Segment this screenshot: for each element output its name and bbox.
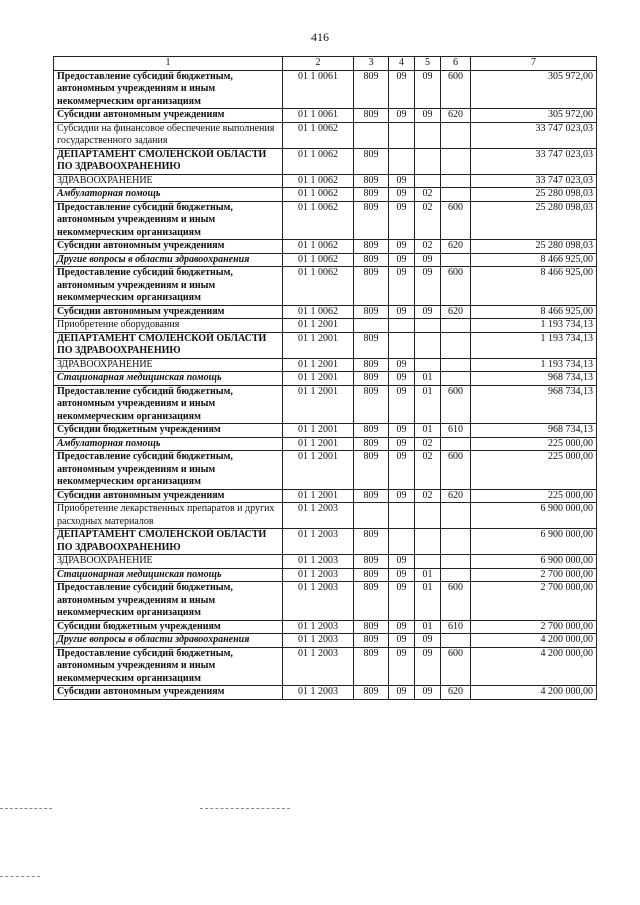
- expense-type-cell: [441, 148, 471, 174]
- section-cell: [389, 529, 415, 555]
- description-cell: Субсидии бюджетным учреждениям: [54, 424, 283, 438]
- subsection-cell: 02: [415, 437, 441, 451]
- header-col-7: 7: [471, 57, 597, 71]
- subsection-cell: 01: [415, 582, 441, 621]
- amount-cell: 6 900 000,00: [471, 555, 597, 569]
- expense-type-cell: [441, 319, 471, 333]
- target-article-cell: 01 1 0062: [283, 201, 354, 240]
- subsection-cell: 01: [415, 568, 441, 582]
- page-number: 416: [311, 30, 329, 44]
- table-row: [54, 437, 597, 451]
- subsection-cell: [415, 358, 441, 372]
- table-row: [54, 634, 597, 648]
- target-article-cell: 01 1 0061: [283, 109, 354, 123]
- amount-cell: 4 200 000,00: [471, 634, 597, 648]
- scan-artifact-line: [200, 808, 290, 809]
- target-article-cell: 01 1 2001: [283, 424, 354, 438]
- target-article-cell: 01 1 2003: [283, 503, 354, 529]
- section-cell: 09: [389, 451, 415, 490]
- amount-cell: 225 000,00: [471, 437, 597, 451]
- expense-type-cell: [441, 634, 471, 648]
- subsection-cell: 02: [415, 489, 441, 503]
- target-article-cell: 01 1 0062: [283, 305, 354, 319]
- ministry-code-cell: 809: [354, 489, 389, 503]
- amount-cell: 6 900 000,00: [471, 503, 597, 529]
- target-article-cell: 01 1 2001: [283, 319, 354, 333]
- ministry-code-cell: 809: [354, 332, 389, 358]
- target-article-cell: 01 1 2001: [283, 332, 354, 358]
- header-col-4: 4: [389, 57, 415, 71]
- section-cell: 09: [389, 647, 415, 686]
- ministry-code-cell: 809: [354, 582, 389, 621]
- expense-type-cell: [441, 372, 471, 386]
- table-row: [54, 332, 597, 358]
- table-row: [54, 568, 597, 582]
- table-row: [54, 305, 597, 319]
- subsection-cell: 02: [415, 240, 441, 254]
- description-cell: Стационарная медицинская помощь: [54, 372, 283, 386]
- amount-cell: 2 700 000,00: [471, 620, 597, 634]
- expense-type-cell: 620: [441, 305, 471, 319]
- target-article-cell: 01 1 2003: [283, 529, 354, 555]
- table-row: [54, 109, 597, 123]
- section-cell: [389, 319, 415, 333]
- amount-cell: 25 280 098,03: [471, 240, 597, 254]
- ministry-code-cell: 809: [354, 568, 389, 582]
- section-cell: 09: [389, 385, 415, 424]
- expense-type-cell: [441, 174, 471, 188]
- description-cell: ЗДРАВООХРАНЕНИЕ: [54, 358, 283, 372]
- section-cell: [389, 148, 415, 174]
- header-col-5: 5: [415, 57, 441, 71]
- subsection-cell: 01: [415, 424, 441, 438]
- description-cell: Стационарная медицинская помощь: [54, 568, 283, 582]
- description-cell: ДЕПАРТАМЕНТ СМОЛЕНСКОЙ ОБЛАСТИ ПО ЗДРАВООХРАНЕНИЮ: [54, 148, 283, 174]
- subsection-cell: 09: [415, 267, 441, 306]
- subsection-cell: [415, 174, 441, 188]
- description-cell: ДЕПАРТАМЕНТ СМОЛЕНСКОЙ ОБЛАСТИ ПО ЗДРАВООХРАНЕНИЮ: [54, 332, 283, 358]
- table-row: [54, 503, 597, 529]
- ministry-code-cell: 809: [354, 451, 389, 490]
- header-col-6: 6: [441, 57, 471, 71]
- section-cell: 09: [389, 305, 415, 319]
- section-cell: 09: [389, 267, 415, 306]
- target-article-cell: 01 1 2003: [283, 686, 354, 700]
- table-row: [54, 188, 597, 202]
- description-cell: Приобретение лекарственных препаратов и других расходных материалов: [54, 503, 283, 529]
- description-cell: Субсидии бюджетным учреждениям: [54, 620, 283, 634]
- expense-type-cell: [441, 358, 471, 372]
- ministry-code-cell: [354, 122, 389, 148]
- amount-cell: 305 972,00: [471, 70, 597, 109]
- target-article-cell: 01 1 0062: [283, 240, 354, 254]
- header-col-3: 3: [354, 57, 389, 71]
- subsection-cell: 01: [415, 385, 441, 424]
- target-article-cell: 01 1 0062: [283, 267, 354, 306]
- amount-cell: 8 466 925,00: [471, 305, 597, 319]
- subsection-cell: 01: [415, 372, 441, 386]
- expense-type-cell: [441, 503, 471, 529]
- subsection-cell: [415, 332, 441, 358]
- section-cell: 09: [389, 372, 415, 386]
- ministry-code-cell: 809: [354, 305, 389, 319]
- table-row: [54, 489, 597, 503]
- ministry-code-cell: 809: [354, 686, 389, 700]
- amount-cell: 8 466 925,00: [471, 253, 597, 267]
- expense-type-cell: [441, 568, 471, 582]
- table-row: [54, 253, 597, 267]
- subsection-cell: 02: [415, 201, 441, 240]
- section-cell: 09: [389, 174, 415, 188]
- ministry-code-cell: 809: [354, 188, 389, 202]
- target-article-cell: 01 1 2003: [283, 555, 354, 569]
- table-row: [54, 70, 597, 109]
- section-cell: 09: [389, 555, 415, 569]
- description-cell: Субсидии автономным учреждениям: [54, 686, 283, 700]
- amount-cell: 1 193 734,13: [471, 332, 597, 358]
- table-row: [54, 529, 597, 555]
- target-article-cell: 01 1 2001: [283, 385, 354, 424]
- description-cell: ЗДРАВООХРАНЕНИЕ: [54, 174, 283, 188]
- ministry-code-cell: 809: [354, 647, 389, 686]
- section-cell: 09: [389, 437, 415, 451]
- expense-type-cell: 620: [441, 109, 471, 123]
- section-cell: [389, 332, 415, 358]
- table-row: [54, 372, 597, 386]
- description-cell: Субсидии на финансовое обеспечение выполнения государственного задания: [54, 122, 283, 148]
- target-article-cell: 01 1 2001: [283, 372, 354, 386]
- ministry-code-cell: 809: [354, 174, 389, 188]
- ministry-code-cell: [354, 503, 389, 529]
- section-cell: 09: [389, 620, 415, 634]
- table-row: [54, 122, 597, 148]
- section-cell: 09: [389, 358, 415, 372]
- subsection-cell: 09: [415, 305, 441, 319]
- table-row: [54, 201, 597, 240]
- amount-cell: 4 200 000,00: [471, 647, 597, 686]
- amount-cell: 4 200 000,00: [471, 686, 597, 700]
- expense-type-cell: [441, 529, 471, 555]
- ministry-code-cell: 809: [354, 358, 389, 372]
- expense-type-cell: 600: [441, 267, 471, 306]
- amount-cell: 968 734,13: [471, 424, 597, 438]
- subsection-cell: [415, 555, 441, 569]
- expense-type-cell: 600: [441, 451, 471, 490]
- target-article-cell: 01 1 0062: [283, 148, 354, 174]
- section-cell: [389, 503, 415, 529]
- ministry-code-cell: 809: [354, 70, 389, 109]
- section-cell: 09: [389, 568, 415, 582]
- amount-cell: 225 000,00: [471, 451, 597, 490]
- amount-cell: 968 734,13: [471, 372, 597, 386]
- ministry-code-cell: 809: [354, 620, 389, 634]
- amount-cell: 305 972,00: [471, 109, 597, 123]
- amount-cell: 968 734,13: [471, 385, 597, 424]
- description-cell: Субсидии автономным учреждениям: [54, 240, 283, 254]
- header-col-1: 1: [54, 57, 283, 71]
- ministry-code-cell: 809: [354, 529, 389, 555]
- amount-cell: 33 747 023,03: [471, 122, 597, 148]
- target-article-cell: 01 1 2003: [283, 620, 354, 634]
- expense-type-cell: 600: [441, 201, 471, 240]
- ministry-code-cell: 809: [354, 267, 389, 306]
- target-article-cell: 01 1 2001: [283, 437, 354, 451]
- target-article-cell: 01 1 2003: [283, 568, 354, 582]
- table-row: [54, 319, 597, 333]
- amount-cell: 8 466 925,00: [471, 267, 597, 306]
- amount-cell: 33 747 023,03: [471, 174, 597, 188]
- expense-type-cell: 610: [441, 620, 471, 634]
- target-article-cell: 01 1 0062: [283, 253, 354, 267]
- table-row: [54, 451, 597, 490]
- target-article-cell: 01 1 2001: [283, 489, 354, 503]
- target-article-cell: 01 1 0062: [283, 188, 354, 202]
- table-row: [54, 647, 597, 686]
- subsection-cell: 02: [415, 451, 441, 490]
- expense-type-cell: 620: [441, 686, 471, 700]
- subsection-cell: 09: [415, 647, 441, 686]
- header-col-2: 2: [283, 57, 354, 71]
- table-row: [54, 686, 597, 700]
- scan-artifact-line: [0, 808, 52, 809]
- expense-type-cell: [441, 437, 471, 451]
- table-row: [54, 267, 597, 306]
- subsection-cell: 09: [415, 70, 441, 109]
- amount-cell: 25 280 098,03: [471, 188, 597, 202]
- table-row: [54, 148, 597, 174]
- description-cell: Субсидии автономным учреждениям: [54, 109, 283, 123]
- description-cell: Предоставление субсидий бюджетным, автономным учреждениям и иным некоммерческим организациям: [54, 385, 283, 424]
- expense-type-cell: 600: [441, 385, 471, 424]
- subsection-cell: 09: [415, 686, 441, 700]
- ministry-code-cell: 809: [354, 424, 389, 438]
- expense-type-cell: [441, 253, 471, 267]
- target-article-cell: 01 1 2001: [283, 358, 354, 372]
- table-row: [54, 240, 597, 254]
- section-cell: 09: [389, 582, 415, 621]
- expense-type-cell: 600: [441, 647, 471, 686]
- ministry-code-cell: 809: [354, 437, 389, 451]
- table-row: [54, 582, 597, 621]
- table-header-row: [54, 57, 597, 71]
- ministry-code-cell: 809: [354, 555, 389, 569]
- description-cell: Предоставление субсидий бюджетным, автономным учреждениям и иным некоммерческим организациям: [54, 582, 283, 621]
- section-cell: 09: [389, 489, 415, 503]
- section-cell: [389, 122, 415, 148]
- description-cell: Предоставление субсидий бюджетным, автономным учреждениям и иным некоммерческим организациям: [54, 201, 283, 240]
- ministry-code-cell: [354, 319, 389, 333]
- description-cell: Предоставление субсидий бюджетным, автономным учреждениям и иным некоммерческим организациям: [54, 451, 283, 490]
- amount-cell: 1 193 734,13: [471, 358, 597, 372]
- target-article-cell: 01 1 2003: [283, 582, 354, 621]
- expense-type-cell: 600: [441, 582, 471, 621]
- subsection-cell: [415, 148, 441, 174]
- section-cell: 09: [389, 686, 415, 700]
- amount-cell: 6 900 000,00: [471, 529, 597, 555]
- description-cell: Приобретение оборудования: [54, 319, 283, 333]
- subsection-cell: 02: [415, 188, 441, 202]
- expense-type-cell: [441, 122, 471, 148]
- amount-cell: 1 193 734,13: [471, 319, 597, 333]
- table-row: [54, 174, 597, 188]
- table-row: [54, 358, 597, 372]
- target-article-cell: 01 1 0062: [283, 174, 354, 188]
- amount-cell: 225 000,00: [471, 489, 597, 503]
- ministry-code-cell: 809: [354, 385, 389, 424]
- subsection-cell: 09: [415, 109, 441, 123]
- ministry-code-cell: 809: [354, 240, 389, 254]
- target-article-cell: 01 1 0061: [283, 70, 354, 109]
- section-cell: 09: [389, 240, 415, 254]
- table-row: [54, 385, 597, 424]
- expense-type-cell: [441, 332, 471, 358]
- description-cell: Предоставление субсидий бюджетным, автономным учреждениям и иным некоммерческим организациям: [54, 267, 283, 306]
- description-cell: ДЕПАРТАМЕНТ СМОЛЕНСКОЙ ОБЛАСТИ ПО ЗДРАВООХРАНЕНИЮ: [54, 529, 283, 555]
- ministry-code-cell: 809: [354, 148, 389, 174]
- expense-type-cell: [441, 555, 471, 569]
- description-cell: ЗДРАВООХРАНЕНИЕ: [54, 555, 283, 569]
- description-cell: Амбулаторная помощь: [54, 437, 283, 451]
- ministry-code-cell: 809: [354, 109, 389, 123]
- section-cell: 09: [389, 109, 415, 123]
- section-cell: 09: [389, 70, 415, 109]
- target-article-cell: 01 1 2001: [283, 451, 354, 490]
- section-cell: 09: [389, 201, 415, 240]
- table-row: [54, 424, 597, 438]
- expense-type-cell: 600: [441, 70, 471, 109]
- section-cell: 09: [389, 253, 415, 267]
- target-article-cell: 01 1 2003: [283, 647, 354, 686]
- subsection-cell: 01: [415, 620, 441, 634]
- expense-type-cell: 620: [441, 489, 471, 503]
- ministry-code-cell: 809: [354, 372, 389, 386]
- expense-type-cell: [441, 188, 471, 202]
- ministry-code-cell: 809: [354, 634, 389, 648]
- subsection-cell: [415, 122, 441, 148]
- section-cell: 09: [389, 188, 415, 202]
- description-cell: Другие вопросы в области здравоохранения: [54, 634, 283, 648]
- ministry-code-cell: 809: [354, 201, 389, 240]
- expense-type-cell: 620: [441, 240, 471, 254]
- ministry-code-cell: 809: [354, 253, 389, 267]
- scan-artifact-line: [0, 876, 40, 877]
- target-article-cell: 01 1 2003: [283, 634, 354, 648]
- description-cell: Амбулаторная помощь: [54, 188, 283, 202]
- amount-cell: 25 280 098,03: [471, 201, 597, 240]
- amount-cell: 2 700 000,00: [471, 568, 597, 582]
- description-cell: Предоставление субсидий бюджетным, автономным учреждениям и иным некоммерческим организациям: [54, 647, 283, 686]
- target-article-cell: 01 1 0062: [283, 122, 354, 148]
- section-cell: 09: [389, 424, 415, 438]
- subsection-cell: [415, 319, 441, 333]
- budget-table: [53, 56, 597, 700]
- description-cell: Субсидии автономным учреждениям: [54, 489, 283, 503]
- description-cell: Другие вопросы в области здравоохранения: [54, 253, 283, 267]
- section-cell: 09: [389, 634, 415, 648]
- amount-cell: 33 747 023,03: [471, 148, 597, 174]
- subsection-cell: 09: [415, 253, 441, 267]
- table-row: [54, 620, 597, 634]
- description-cell: Субсидии автономным учреждениям: [54, 305, 283, 319]
- subsection-cell: [415, 503, 441, 529]
- table-row: [54, 555, 597, 569]
- amount-cell: 2 700 000,00: [471, 582, 597, 621]
- expense-type-cell: 610: [441, 424, 471, 438]
- description-cell: Предоставление субсидий бюджетным, автономным учреждениям и иным некоммерческим организациям: [54, 70, 283, 109]
- subsection-cell: [415, 529, 441, 555]
- subsection-cell: 09: [415, 634, 441, 648]
